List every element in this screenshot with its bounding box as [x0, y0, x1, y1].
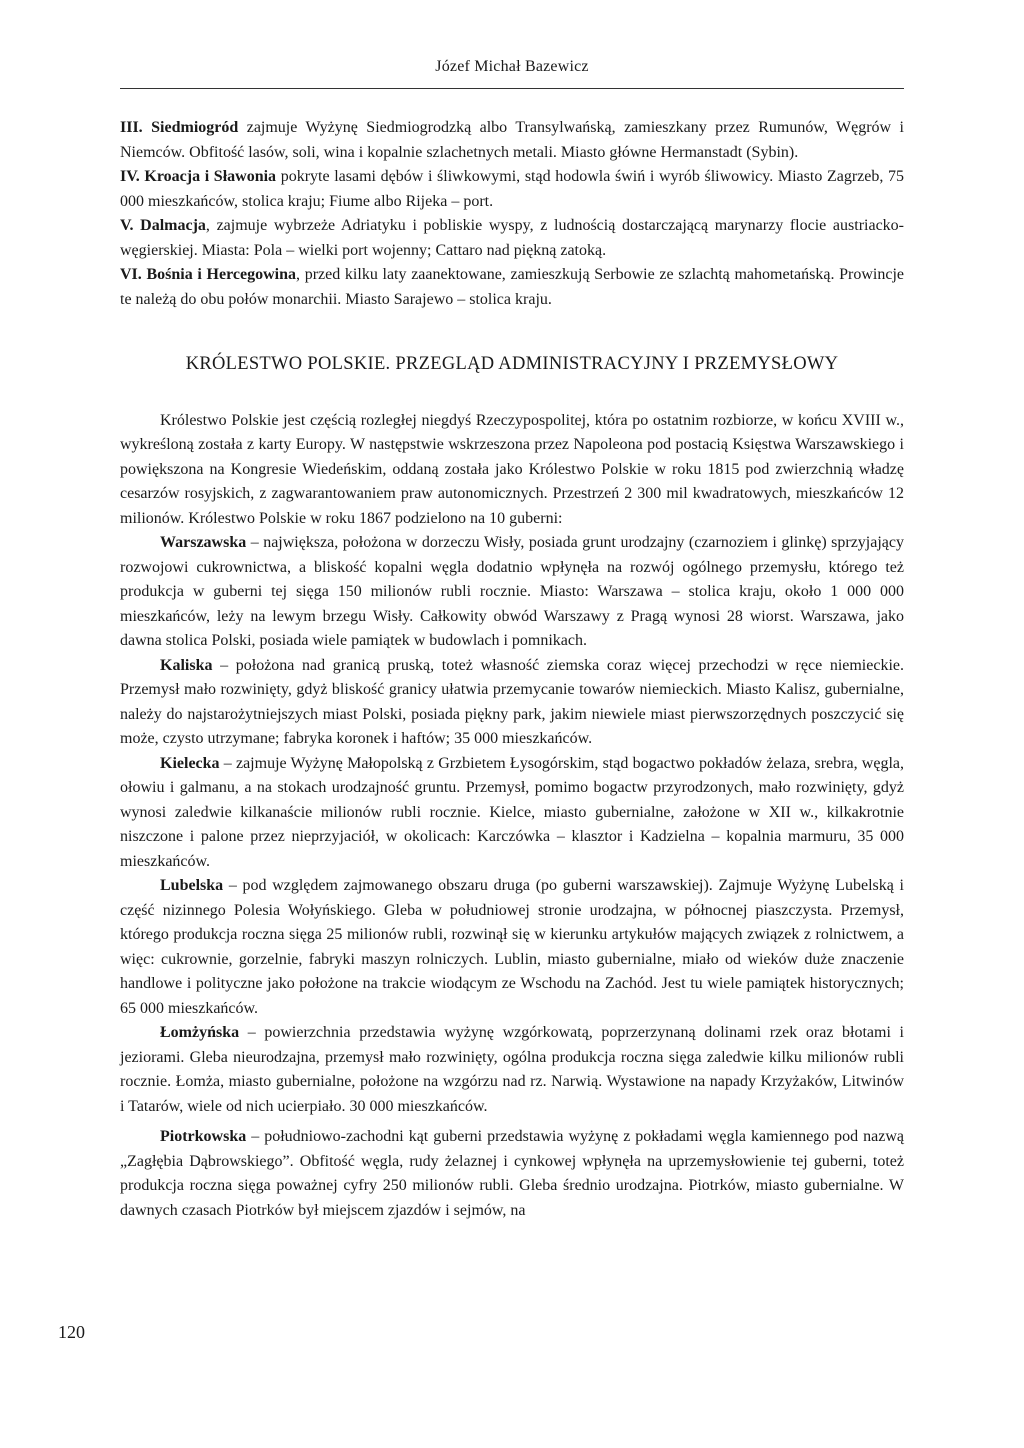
intro-paragraph: Królestwo Polskie jest częścią rozległej niegdyś Rzeczypospolitej, która po ostatnim rozbiorze, w końcu XVIII w., wykreśloną została z karty Europy. W następstwie wskrzeszona przez Napoleona pod postacią Księstwa Warszawskiego i powiększona na Kongresie Wiedeńskim, oddaną została jako Królestwo Polskie w roku 1815 pod zwierzchnią władzę cesarzów rosyjskich, z zagwarantowaniem praw autonomicznych. Przestrzeń 2 300 mil kwadratowych, mieszkańców 12 milionów. Królestwo Polskie w roku 1867 podzielono na 10 guberni:	[120, 411, 904, 527]
gubernia-lomzynska	[120, 1021, 904, 1119]
region-text: , przed kilku laty zaanektowane, zamieszkują Serbowie ze szlachtą mahometańską. Prowincje te należą do obu połów monarchii. Miasto Sarajewo – stolica kraju.	[120, 266, 905, 308]
region-text: , zajmuje wybrzeże Adriatyku i pobliskie wyspy, z ludnością dostarczającą marynarzy flocie austriacko-węgierskiej. Miasta: Pola – wielki port wojenny; Cattaro nad piękną zatoką.	[120, 217, 904, 259]
region-name: Kroacja i Sławonia	[144, 168, 277, 185]
region-name: Dalmacja	[140, 217, 206, 234]
gubernia-name: Kaliska	[160, 656, 213, 674]
region-number: III.	[120, 119, 143, 136]
gubernia-kielecka	[120, 752, 904, 875]
running-header: Józef Michał Bazewicz	[435, 58, 589, 75]
gubernia-name: Warszawska	[160, 534, 247, 551]
gubernia-warszawska	[120, 531, 904, 654]
region-name: Bośnia i Hercegowina	[146, 266, 297, 283]
gubernia-text: – pod względem zajmowanego obszaru druga (po guberni warszawskiej). Zajmuje Wyżynę Lubelską i część nizinnego Polesia Wołyńskiego. Gleba w południowej stronie urodzajna, w północnej piaszczysta. Przemysł, którego produkcja roczna sięga 25 milionów rubli, rozwinął się w kierunku artykułów mających związek z rolnictwem, a więc: cukrownie, gorzelnie, fabryki maszyn rolniczych. Lublin, miasto gubernialne, miało od wieków duże znaczenie handlowe i polityczne jako położone na trakcie wiodącym ze Wschodu na Zachód. Jest tu wiele pamiątek historycznych; 65 000 mieszkańców.	[120, 877, 904, 1017]
region-name: Siedmiogród	[151, 119, 239, 136]
region-number: IV.	[120, 168, 140, 185]
gubernia-text: – powierzchnia przedstawia wyżynę wzgórkowatą, poprzerzynaną dolinami rzek oraz błotami i jeziorami. Gleba nieurodzajna, przemysł mało rozwinięty, ogólna produkcja roczna sięga zaledwie kilku milionów rubli rocznie. Łomża, miasto gubernialne, położone na wzgórzu nad rz. Narwią. Wystawione na napady Krzyżaków, Litwinów i Tatarów, wiele od nich ucierpiało. 30 000 mieszkańców.	[120, 1024, 904, 1115]
page-number: 120	[58, 1322, 85, 1342]
section-title: KRÓLESTWO POLSKIE. PRZEGLĄD ADMINISTRACYJNY I PRZEMYSŁOWY	[185, 354, 839, 374]
gubernia-name: Kielecka	[160, 754, 220, 772]
region-paragraph-iii	[120, 116, 904, 165]
header-rule	[120, 88, 904, 89]
region-text: pokryte lasami dębów i śliwkowymi, stąd hodowla świń i wyrób śliwowicy. Miasto Zagrzeb, 75 000 mieszkańców, stolica kraju; Fiume albo Rijeka – port.	[120, 168, 905, 210]
gubernia-text: – zajmuje Wyżynę Małopolską z Grzbietem Łysogórskim, stąd bogactwo pokładów żelaza, srebra, węgla, ołowiu i galmanu, a na stokach urodzajność gruntu. Przemysł, pomimo bogactw przyrodzonych, mało rozwinięty, gdyż wynosi zaledwie kilkanaście milionów rubli rocznie. Kielce, miasto gubernialne, założone w XII w., kilkakrotnie niszczone i palone przez nieprzyjaciół, w okolicach: Karczówka – klasztor i Kadzielna – kopalnia marmuru, 35 000 mieszkańców.	[120, 754, 904, 870]
gubernia-text: – południowo-zachodni kąt guberni przedstawia wyżynę z pokładami węgla kamiennego pod nazwą „Zagłębia Dąbrowskiego”. Obfitość węgla, rudy żelaznej i cynkowej wpłynęła na uprzemysłowienie tej guberni, toteż produkcja roczna sięga poważnej cyfry 250 milionów rubli. Gleba średnio urodzajna. Piotrków, miasto gubernialne. W dawnych czasach Piotrków był miejscem zjazdów i sejmów, na	[120, 1128, 904, 1219]
region-paragraph-iv	[120, 165, 904, 214]
gubernia-name: Piotrkowska	[160, 1128, 247, 1145]
region-text: zajmuje Wyżynę Siedmiogrodzką albo Transylwańską, zamieszkany przez Rumunów, Węgrów i Niemców. Obfitość lasów, soli, wina i kopalnie szlachetnych metali. Miasto główne Hermanstadt (Sybin).	[120, 119, 905, 161]
gubernia-name: Lubelska	[160, 877, 224, 894]
gubernia-text: – największa, położona w dorzeczu Wisły, posiada grunt urodzajny (czarnoziem i glinkę) sprzyjający rozwojowi cukrownictwa, a bliskość kopalni węgla dodatnio wpłynęła na rozwój ogólnego przemysłu, którego też produkcja w guberni tej sięga 150 milionów rubli rocznie. Miasto: Warszawa – stolica kraju, około 1 000 000 mieszkańców, leży na lewym brzegu Wisły. Całkowity obwód Warszawy z Pragą wynosi 28 wiorst. Warszawa, jako dawna stolica Polski, posiada wiele pamiątek w budowlach i pomnikach.	[120, 534, 904, 649]
gubernia-lubelska	[120, 874, 904, 1021]
page-body	[120, 116, 904, 1223]
gubernia-kaliska	[120, 654, 904, 752]
region-paragraph-v	[120, 214, 904, 263]
gubernia-piotrkowska	[120, 1125, 904, 1223]
region-paragraph-vi	[120, 263, 904, 312]
gubernia-name: Łomżyńska	[160, 1024, 240, 1041]
region-number: V.	[120, 217, 134, 234]
region-number: VI.	[120, 266, 142, 283]
gubernia-text: – położona nad granicą pruską, toteż własność ziemska coraz więcej przechodzi w ręce niemieckie. Przemysł mało rozwinięty, gdyż bliskość granicy ułatwia przemycanie towarów niemieckich. Miasto Kalisz, gubernialne, należy do najstarożytniejszych miast Polski, posiada piękny park, jakim niewiele miast pierwszorzędnych poszczycić się może, czysto utrzymane; fabryka koronek i haftów; 35 000 mieszkańców.	[120, 656, 904, 747]
